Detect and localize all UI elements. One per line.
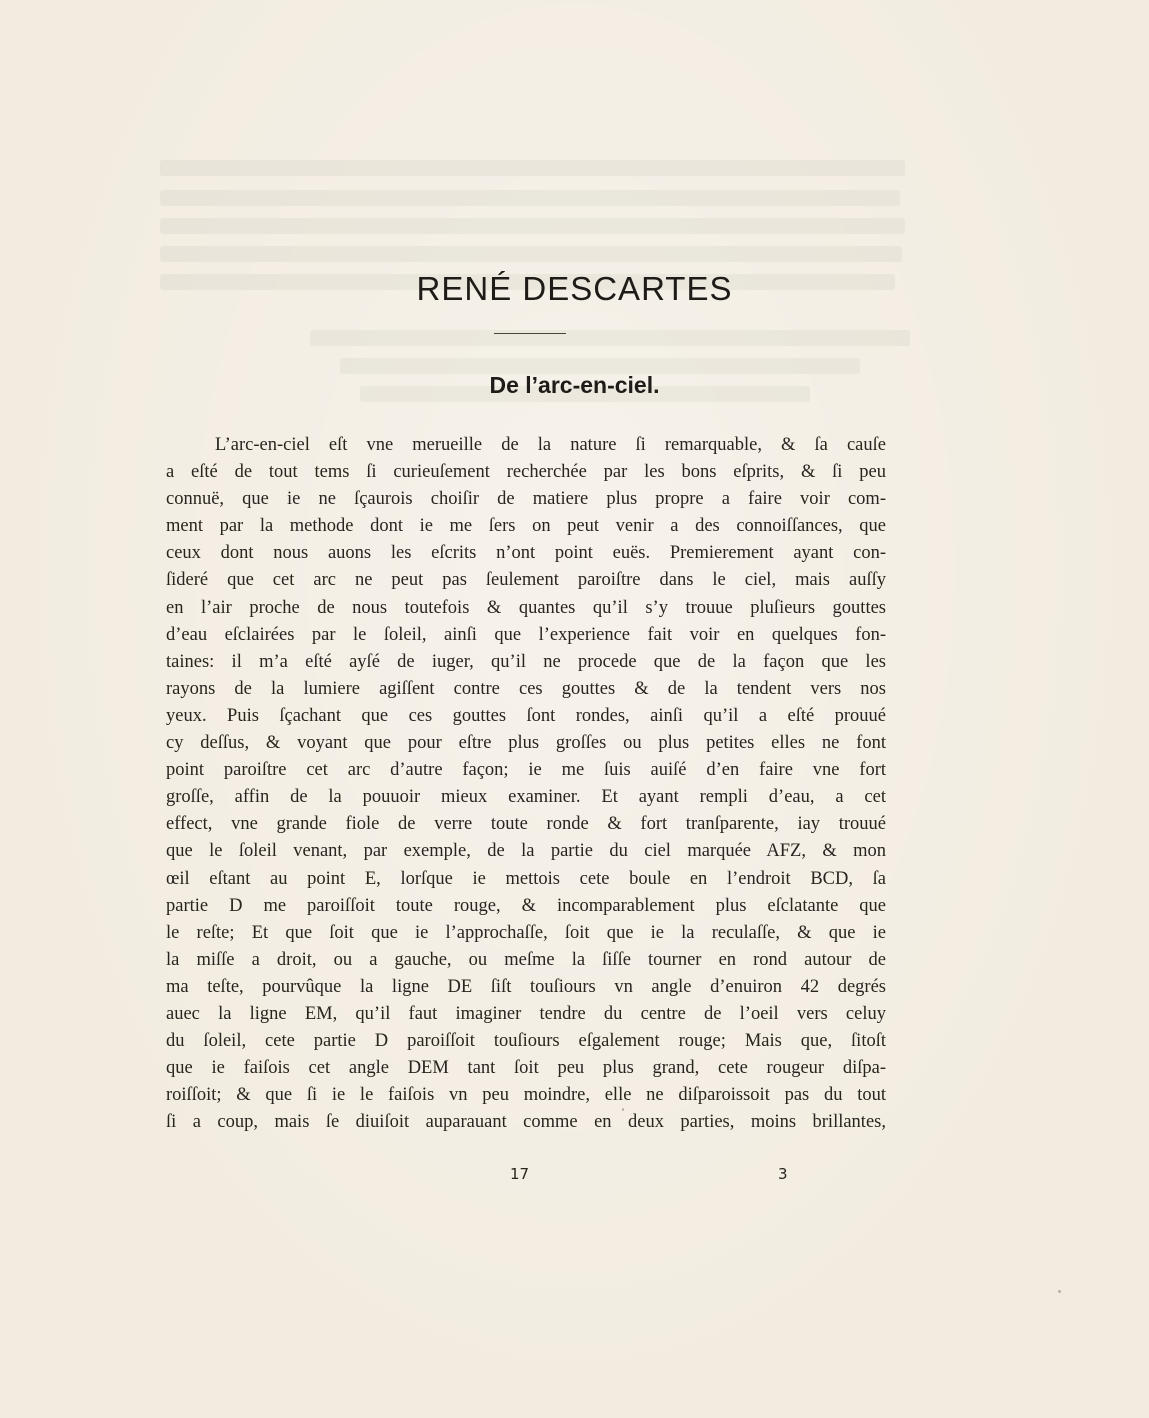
text-line: effect, vne grande fiole de verre toute ronde & fort tranſparente, iay trouué	[166, 814, 886, 835]
text-line: que le ſoleil venant, par exemple, de la partie du ciel marquée AFZ, & mon	[166, 841, 886, 862]
text-line: groſſe, affin de la pouuoir mieux examiner. Et ayant rempli d’eau, a cet	[166, 787, 886, 808]
text-line: rayons de la lumiere agiſſent contre ces gouttes & de la tendent vers nos	[166, 678, 886, 699]
text-line: roiſſoit; & que ſi ie le faiſois vn peu moindre, elle ne diſparoissoit pas du tout	[166, 1085, 886, 1106]
text-line: partie D me paroiſſoit toute rouge, & incomparablement plus eſclatante que	[166, 895, 886, 916]
text-line: ceux dont nous auons les eſcrits n’ont point euës. Premierement ayant con-	[166, 543, 886, 564]
text-line: que ie faiſois cet angle DEM tant ſoit peu plus grand, cete rougeur diſpa-	[166, 1058, 886, 1079]
paper-speck	[622, 1108, 624, 1111]
text-line: a eſté de tout tems ſi curieuſement recherchée par les bons eſprits, & ſi peu	[166, 462, 886, 483]
text-line: ment par la methode dont ie me ſers on peut venir a des connoiſſances, que	[166, 516, 886, 537]
text-line: connuë, que ie ne ſçaurois choiſir de matiere plus propre a faire voir com-	[166, 489, 886, 510]
text-line: en l’air proche de nous toutefois & quantes qu’il s’y trouue pluſieurs gouttes	[166, 597, 886, 618]
text-line: du ſoleil, cete partie D paroiſſoit touſiours eſgalement rouge; Mais que, ſitoſt	[166, 1031, 886, 1052]
text-line: cy deſſus, & voyant que pour eſtre plus groſſes ou plus petites elles ne font	[166, 733, 886, 754]
heading-divider	[494, 333, 566, 334]
text-line: auec la ligne EM, qu’il faut imaginer tendre du centre de l’oeil vers celuy	[166, 1003, 886, 1024]
author-heading: RENÉ DESCARTES	[416, 270, 733, 307]
section-title: De l’arc-en-ciel.	[489, 372, 660, 398]
signature-mark: 3	[778, 1165, 788, 1183]
page-number: 17	[510, 1165, 530, 1183]
text-line: œil eſtant au point E, lorſque ie mettois cete boule en l’endroit BCD, ſa	[166, 868, 886, 889]
text-line: le reſte; Et que ſoit que ie l’approchaſſe, ſoit que ie la reculaſſe, & que ie	[166, 922, 886, 943]
text-line: taines: il m’a eſté ayſé de iuger, qu’il ne procede que de la façon que les	[166, 651, 886, 672]
text-line: ma teſte, pourvûque la ligne DE ſiſt touſiours vn angle d’enuiron 42 degrés	[166, 976, 886, 997]
text-line: la miſſe a droit, ou a gauche, ou meſme la ſiſſe tourner en rond autour de	[166, 949, 886, 970]
body-paragraph	[166, 432, 886, 1136]
text-line: ſi a coup, mais ſe diuiſoit auparauant comme en deux parties, moins brillantes,	[166, 1112, 886, 1133]
text-line: d’eau eſclairées par le ſoleil, ainſi que l’experience fait voir en quelques fon-	[166, 624, 886, 645]
text-line: L’arc-en-ciel eſt vne merueille de la nature ſi remarquable, & ſa cauſe	[215, 435, 886, 455]
text-line: point paroiſtre cet arc d’autre façon; ie me ſuis auiſé d’en faire vne fort	[166, 760, 886, 781]
text-line: ſideré que cet arc ne peut pas ſeulement paroiſtre dans le ciel, mais auſſy	[166, 570, 886, 591]
text-line: yeux. Puis ſçachant que ces gouttes ſont rondes, ainſi qu’il a eſté prouué	[166, 705, 886, 726]
paper-speck	[1058, 1290, 1061, 1293]
